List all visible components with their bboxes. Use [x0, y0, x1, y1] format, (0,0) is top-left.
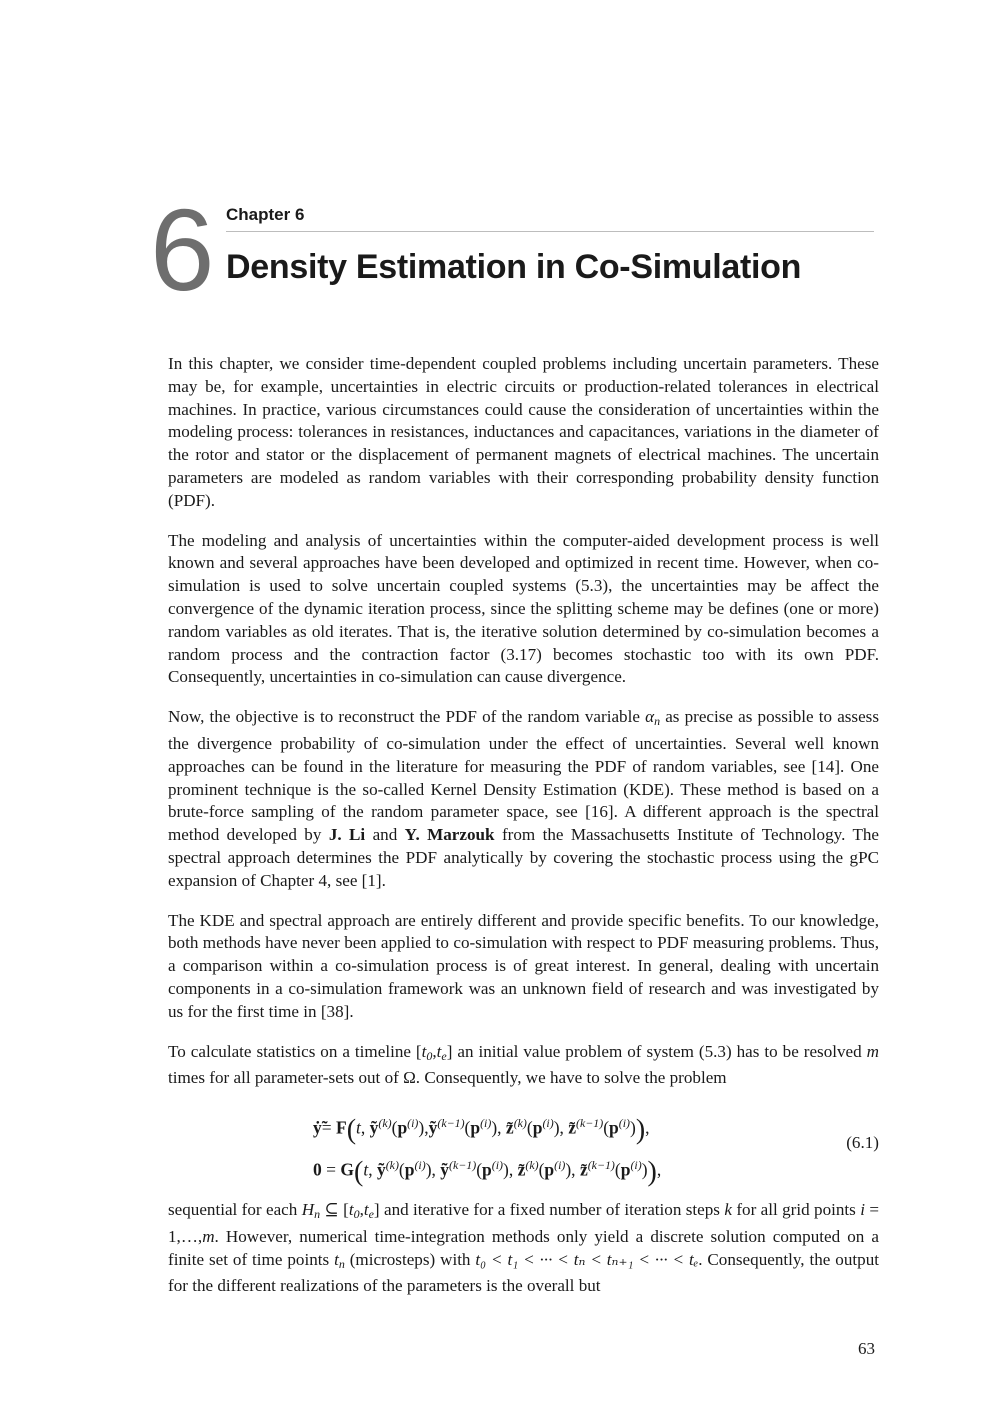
interval-comma: ,	[432, 1041, 437, 1061]
paragraph-3-and: and	[365, 825, 405, 845]
t0-subscript-2: 0	[353, 1207, 360, 1222]
k-symbol: k	[724, 1200, 732, 1220]
m-symbol: m	[866, 1041, 879, 1061]
paragraph-3	[168, 706, 879, 892]
paragraph-6-text-h: . Consequently, the output for the different realizations of the parameters is the overall but	[168, 1249, 879, 1296]
paragraph-6-text-g: (microsteps) with	[344, 1249, 476, 1269]
paragraph-4: The KDE and spectral approach are entirely different and provide specific benefits. To our knowledge, both methods have never been applied to co-simulation with respect to PDF measuring problems. Thus, a comparison within a co-simulation process is of great interest. In general, dealing with uncertain components in a co-simulation framework was an unknown field of research and was investigated by us for the first time in [38].	[168, 910, 879, 1021]
alpha-symbol: α	[645, 707, 655, 727]
paragraph-3-text-b: as precise as possible to assess the divergence probability of co-simulation under the effect of uncertainties. Several well known approaches can be found in the literature for measuring the PDF of random variables, see [14]. One prominent technique is the so-called Kernel Density Estimation (KDE). These method is based on a brute-force sampling of the random parameter space, see [16]. A different approach is the spectral method developed by	[168, 707, 879, 845]
author-name-marzouk: Y. Marzouk	[404, 825, 495, 845]
interval-comma-2: ,	[359, 1200, 364, 1220]
paragraph-6-text-b: ⊆ [	[320, 1200, 349, 1220]
tn-subscript: n	[338, 1256, 345, 1271]
te-subscript-2: e	[368, 1207, 374, 1222]
page-number: 63	[858, 1339, 875, 1358]
alpha-subscript: n	[654, 714, 661, 729]
paragraph-6-text-d: for all grid points	[731, 1200, 861, 1220]
chapter-title: Density Estimation in Co-Simulation	[226, 248, 802, 286]
equation-6-1	[168, 1103, 879, 1195]
paragraph-5	[168, 1041, 879, 1091]
equation-line-1: ẏ̃= F(t, $ỹ^{(k)}(p^{(i)}),ỹ^{(k-1)}(p^{(i)})$, $z̃^{(k)}(p^{(i)})$, $z̃^{(k-1)}(p^{(i)})$),	[313, 1114, 650, 1146]
paragraph-6-text-c: ] and iterative for a fixed number of iteration steps	[373, 1200, 725, 1220]
te-symbol: t	[436, 1041, 442, 1061]
paragraph-6-text-f: . However, numerical time-integration methods only yield a discrete solution computed on a finite set of time points	[168, 1226, 879, 1269]
paragraph-6	[168, 1199, 879, 1298]
i-symbol: i	[860, 1200, 865, 1220]
paragraph-1: In this chapter, we consider time-dependent coupled problems including uncertain parameters. These may be, for example, uncertainties in electric circuits or production-related tolerances in electrical machines. In practice, various circumstances could cause the consideration of uncertainties within the modeling process: tolerances in resistances, inductances and capacitances, variations in the diameter of the rotor and stator or the displacement of permanent magnets of electrical machines. The uncertain parameters are modeled as random variables with their corresponding probability density function (PDF).	[168, 354, 879, 510]
chapter-label: Chapter 6	[226, 205, 305, 224]
paragraph-3-text-c: from the Massachusetts Institute of Technology. The spectral approach determines the PDF analytically by covering the stochastic process using the gPC expansion of Chapter 4, see [1].	[168, 825, 880, 890]
paragraph-2: The modeling and analysis of uncertainties within the computer-aided development process is well known and several approaches have been developed and optimized in recent time. However, when co-simulation is used to solve uncertain coupled systems (5.3), the uncertainties may be affect the convergence of the dynamic iteration process, since the splitting scheme may be defines (one or more) random variables as old iterates. That is, the iterative solution determined by co-simulation becomes a random process and the contraction factor (3.17) becomes stochastic too with its own PDF. Consequently, uncertainties in co-simulation can cause divergence.	[168, 530, 879, 687]
chapter-number: 6	[150, 185, 211, 315]
te-subscript: e	[441, 1048, 447, 1063]
t0-subscript: 0	[426, 1048, 433, 1063]
paragraph-3-text-a: Now, the objective is to reconstruct the PDF of the random variable	[168, 707, 646, 727]
author-name-li: J. Li	[328, 825, 366, 845]
equation-line-2: 0 = G(t, $ỹ^{(k)}(p^{(i)})$, $ỹ^{(k-1)}(p^{(i)})$, $z̃^{(k)}(p^{(i)})$, $z̃^{(k-1)}(p^{(i)})$),	[313, 1156, 662, 1188]
t0-symbol-2: t	[348, 1200, 354, 1220]
paragraph-5-text-b: ] an initial value problem of system (5.3) has to be resolved	[446, 1041, 867, 1061]
m-symbol-2: m	[202, 1226, 215, 1246]
paragraph-5-text-a: To calculate statistics on a timeline [	[168, 1041, 422, 1061]
paragraph-6-text-a: sequential for each	[168, 1200, 302, 1220]
body-text	[168, 353, 879, 1315]
time-points-inequality: t₀ < t₁ < ··· < tₙ < tₙ₊₁ < ··· < tₑ	[475, 1249, 699, 1269]
tn-symbol: t	[334, 1249, 339, 1269]
equation-number: (6.1)	[846, 1133, 879, 1153]
t0-symbol: t	[421, 1041, 427, 1061]
hn-symbol: H	[301, 1200, 315, 1220]
paragraph-6-text-e: = 1,…,	[168, 1200, 879, 1246]
chapter-rule	[226, 231, 874, 232]
paragraph-5-text-c: times for all parameter-sets out of Ω. Consequently, we have to solve the problem	[168, 1068, 727, 1088]
te-symbol-2: t	[363, 1200, 369, 1220]
hn-subscript: n	[314, 1207, 321, 1222]
